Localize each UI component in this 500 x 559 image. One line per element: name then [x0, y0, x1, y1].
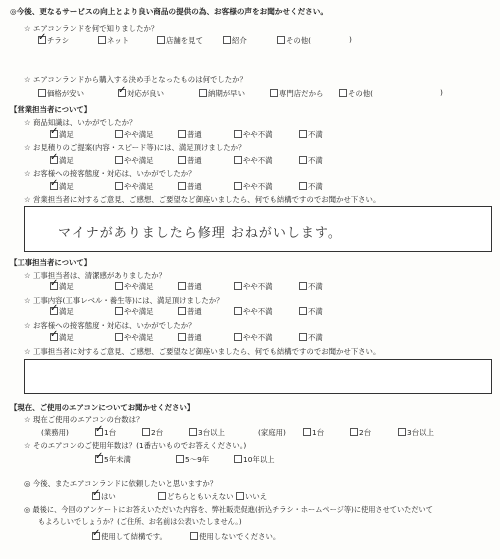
checkbox-checked-icon[interactable] [38, 36, 46, 44]
option-label: 普通 [187, 156, 202, 165]
option-label: やや満足 [124, 156, 154, 165]
sales-section-title: 【営業担当者について】 [10, 105, 92, 114]
option-sales-knowledge-1[interactable] [115, 129, 154, 140]
option-work-quality-1[interactable] [115, 306, 154, 317]
option-label: 普通 [187, 333, 202, 342]
checkbox-icon[interactable] [398, 428, 406, 436]
option-label: 満足 [59, 130, 74, 139]
question-aircon-count: ☆ 現在ご使用のエアコンの台数は？ [24, 415, 144, 424]
option-label: 満足 [59, 307, 74, 316]
consent-line-2: もよろしいでしょうか？(ご住所、お名前は公表いたしません。) [38, 517, 242, 526]
option-aircon-home-2[interactable] [398, 427, 434, 438]
option-reason-2[interactable] [199, 88, 245, 99]
checkbox-icon[interactable] [115, 282, 123, 290]
checkbox-icon[interactable] [98, 36, 106, 44]
option-label: その他( [348, 89, 374, 98]
option-work-clean-4[interactable] [299, 281, 323, 292]
checkbox-checked-icon[interactable] [50, 282, 58, 290]
option-aircon-home-0[interactable] [303, 427, 324, 438]
checkbox-icon[interactable] [190, 532, 198, 540]
option-sales-knowledge-3[interactable] [234, 129, 273, 140]
option-source-4[interactable] [277, 35, 311, 46]
checkbox-icon[interactable] [234, 455, 242, 463]
checkbox-icon[interactable] [236, 492, 244, 500]
option-label: やや不満 [243, 282, 273, 291]
checkbox-icon[interactable] [350, 428, 358, 436]
option-work-attitude-1[interactable] [115, 332, 154, 343]
option-aircon-business-1[interactable] [142, 427, 163, 438]
checkbox-icon[interactable] [178, 156, 186, 164]
option-label: 不満 [308, 156, 323, 165]
checkbox-icon[interactable] [234, 156, 242, 164]
question-reason: ☆ エアコンランドから購入する決め手となったものは何でしたか？ [24, 75, 247, 84]
option-aircon-home-1[interactable] [350, 427, 371, 438]
checkbox-checked-icon[interactable] [50, 156, 58, 164]
checkbox-icon[interactable] [157, 36, 165, 44]
option-label: 不満 [308, 182, 323, 191]
question-work-clean: ☆ 工事担当者は、清潔感がありましたか？ [24, 271, 167, 280]
checkbox-icon[interactable] [142, 428, 150, 436]
option-work-attitude-0[interactable] [50, 332, 74, 343]
option-label: 普通 [187, 182, 202, 191]
option-label: やや不満 [243, 333, 273, 342]
question-sales-estimate: ☆ お見積りのご提案(内容・スピード等)には、満足頂けましたか？ [24, 143, 246, 152]
option-label: やや満足 [124, 282, 154, 291]
option-label: 普通 [187, 307, 202, 316]
checkbox-icon[interactable] [223, 36, 231, 44]
reason-other-close: ) [440, 88, 443, 97]
work-section-title: 【工事担当者について】 [10, 258, 92, 267]
option-label: はい [101, 492, 116, 501]
option-aircon-years-2[interactable] [234, 454, 275, 465]
option-future-1[interactable] [158, 491, 234, 502]
option-label: 5年未満 [104, 455, 131, 464]
checkbox-icon[interactable] [270, 89, 278, 97]
option-label: やや満足 [124, 182, 154, 191]
option-reason-4[interactable] [339, 88, 373, 99]
option-label: 不満 [308, 333, 323, 342]
checkbox-icon[interactable] [339, 89, 347, 97]
option-label: やや満足 [124, 130, 154, 139]
option-label: 満足 [59, 282, 74, 291]
business-label: (業務用) [41, 428, 69, 437]
checkbox-checked-icon[interactable] [50, 333, 58, 341]
option-future-2[interactable] [236, 491, 267, 502]
option-work-quality-2[interactable] [178, 306, 202, 317]
option-sales-attitude-2[interactable] [178, 181, 202, 192]
option-label: 10年以上 [243, 455, 275, 464]
option-source-3[interactable] [223, 35, 247, 46]
option-work-quality-4[interactable] [299, 306, 323, 317]
option-label: 不満 [308, 130, 323, 139]
option-sales-estimate-1[interactable] [115, 155, 154, 166]
question-work-comment: ☆ 工事担当者に対するご意見、ご感想、ご要望など御座いましたら、何でも結構ですのでお聞かせ下さい。 [24, 347, 381, 356]
option-source-1[interactable] [98, 35, 129, 46]
option-reason-3[interactable] [270, 88, 323, 99]
checkbox-icon[interactable] [115, 307, 123, 315]
checkbox-checked-icon[interactable] [50, 182, 58, 190]
option-label: やや満足 [124, 307, 154, 316]
option-label: 納期が早い [208, 89, 245, 98]
checkbox-icon[interactable] [178, 307, 186, 315]
option-label: 普通 [187, 282, 202, 291]
option-label: 満足 [59, 333, 74, 342]
option-sales-estimate-0[interactable] [50, 155, 74, 166]
checkbox-icon[interactable] [299, 182, 307, 190]
checkbox-icon[interactable] [115, 130, 123, 138]
option-aircon-business-0[interactable] [95, 427, 116, 438]
checkbox-icon[interactable] [277, 36, 285, 44]
option-consent-1[interactable] [190, 531, 280, 542]
option-sales-attitude-0[interactable] [50, 181, 74, 192]
checkbox-icon[interactable] [234, 307, 242, 315]
checkbox-icon[interactable] [234, 130, 242, 138]
checkbox-checked-icon[interactable] [95, 428, 103, 436]
option-sales-estimate-3[interactable] [234, 155, 273, 166]
option-label: 2台 [151, 428, 164, 437]
checkbox-icon[interactable] [158, 492, 166, 500]
option-sales-attitude-1[interactable] [115, 181, 154, 192]
option-label: 不満 [308, 307, 323, 316]
checkbox-icon[interactable] [299, 307, 307, 315]
checkbox-icon[interactable] [38, 89, 46, 97]
option-label: やや不満 [243, 130, 273, 139]
checkbox-checked-icon[interactable] [50, 307, 58, 315]
option-work-attitude-4[interactable] [299, 332, 323, 343]
question-sales-knowledge: ☆ 商品知識は、いかがでしたか？ [24, 118, 137, 127]
option-label: 3台以上 [198, 428, 225, 437]
checkbox-checked-icon[interactable] [92, 492, 100, 500]
option-reason-0[interactable] [38, 88, 84, 99]
option-label: 5～9年 [185, 455, 210, 464]
question-aircon-years: ☆ そのエアコンのご使用年数は？(1番古いものでお答えください。) [24, 441, 247, 450]
checkbox-icon[interactable] [115, 156, 123, 164]
option-work-clean-0[interactable] [50, 281, 74, 292]
checkbox-icon[interactable] [178, 333, 186, 341]
checkbox-icon[interactable] [234, 282, 242, 290]
option-label: 1台 [312, 428, 325, 437]
checkbox-checked-icon[interactable] [118, 89, 126, 97]
option-work-quality-0[interactable] [50, 306, 74, 317]
option-label: どちらともいえない [167, 492, 234, 501]
option-aircon-years-1[interactable] [176, 454, 209, 465]
checkbox-icon[interactable] [303, 428, 311, 436]
option-label: 3台以上 [407, 428, 434, 437]
option-source-2[interactable] [157, 35, 203, 46]
checkbox-icon[interactable] [189, 428, 197, 436]
option-label: 価格が安い [47, 89, 84, 98]
home-label: (家庭用) [258, 428, 286, 437]
option-future-0[interactable] [92, 491, 116, 502]
option-label: やや不満 [243, 156, 273, 165]
option-sales-knowledge-4[interactable] [299, 129, 323, 140]
option-label: 店舗を見て [166, 36, 203, 45]
checkbox-icon[interactable] [299, 156, 307, 164]
option-label: 1台 [104, 428, 117, 437]
option-label: 使用しないでください。 [199, 532, 281, 541]
checkbox-icon[interactable] [299, 282, 307, 290]
checkbox-checked-icon[interactable] [95, 455, 103, 463]
option-source-0[interactable] [38, 35, 69, 46]
option-label: やや不満 [243, 182, 273, 191]
question-source: ☆ エアコンランドを何で知りましたか？ [24, 24, 159, 33]
aircon-section-title: 【現在、ご使用のエアコンについてお聞かせください】 [10, 403, 195, 412]
checkbox-icon[interactable] [234, 182, 242, 190]
option-label: チラシ [47, 36, 70, 45]
checkbox-icon[interactable] [115, 182, 123, 190]
option-label: 専門店だから [279, 89, 324, 98]
option-consent-0[interactable] [92, 531, 167, 542]
option-label: 普通 [187, 130, 202, 139]
question-sales-attitude: ☆ お客様への接客態度・対応は、いかがでしたか？ [24, 169, 196, 178]
option-label: 対応が良い [127, 89, 164, 98]
option-work-clean-3[interactable] [234, 281, 273, 292]
option-sales-estimate-2[interactable] [178, 155, 202, 166]
work-comment-box[interactable] [24, 359, 492, 394]
option-label: 2台 [359, 428, 372, 437]
checkbox-checked-icon[interactable] [92, 532, 100, 540]
checkbox-icon[interactable] [178, 130, 186, 138]
option-work-clean-1[interactable] [115, 281, 154, 292]
checkbox-icon[interactable] [199, 89, 207, 97]
option-sales-knowledge-2[interactable] [178, 129, 202, 140]
checkbox-icon[interactable] [115, 333, 123, 341]
option-label: ネット [107, 36, 130, 45]
question-future: ◎ 今後、またエアコンランドに依頼したいと思いますか？ [24, 479, 218, 488]
option-label: 満足 [59, 156, 74, 165]
option-label: 満足 [59, 182, 74, 191]
option-sales-knowledge-0[interactable] [50, 129, 74, 140]
option-work-attitude-3[interactable] [234, 332, 273, 343]
checkbox-icon[interactable] [178, 182, 186, 190]
checkbox-icon[interactable] [178, 282, 186, 290]
checkbox-icon[interactable] [176, 455, 184, 463]
option-label: その他( [286, 36, 312, 45]
option-label: 使用して結構です。 [101, 532, 167, 541]
checkbox-icon[interactable] [299, 333, 307, 341]
question-work-attitude: ☆ お客様への接客態度・対応は、いかがでしたか？ [24, 321, 196, 330]
option-label: やや不満 [243, 307, 273, 316]
checkbox-icon[interactable] [234, 333, 242, 341]
option-label: いいえ [245, 492, 268, 501]
consent-line-1: ◎ 最後に、今回のアンケートにお答えいただいた内容を、弊社販売促進(折込チラシ・ホームページ等)に使用させていただいて [24, 505, 433, 514]
option-work-attitude-2[interactable] [178, 332, 202, 343]
checkbox-checked-icon[interactable] [50, 130, 58, 138]
option-label: 不満 [308, 282, 323, 291]
option-aircon-years-0[interactable] [95, 454, 131, 465]
checkbox-icon[interactable] [299, 130, 307, 138]
option-sales-estimate-4[interactable] [299, 155, 323, 166]
option-label: 紹介 [232, 36, 247, 45]
option-work-quality-3[interactable] [234, 306, 273, 317]
sales-comment-text: マイナがありましたら修理 おねがいします。 [58, 226, 342, 241]
survey-header: ◎今後、更なるサービスの向上とより良い商品の提供の為、お客様の声をお聞かせください。 [10, 7, 328, 16]
question-sales-comment: ☆ 営業担当者に対するご意見、ご感想、ご要望など御座いましたら、何でも結構ですのでお聞かせ下さい。 [24, 195, 381, 204]
option-sales-attitude-4[interactable] [299, 181, 323, 192]
option-reason-1[interactable] [118, 88, 164, 99]
question-work-quality: ☆ 工事内容(工事レベル・養生等)には、満足頂けましたか？ [24, 296, 224, 305]
option-aircon-business-2[interactable] [189, 427, 225, 438]
option-label: やや満足 [124, 333, 154, 342]
source-other-close: ) [349, 35, 352, 44]
option-sales-attitude-3[interactable] [234, 181, 273, 192]
option-work-clean-2[interactable] [178, 281, 202, 292]
